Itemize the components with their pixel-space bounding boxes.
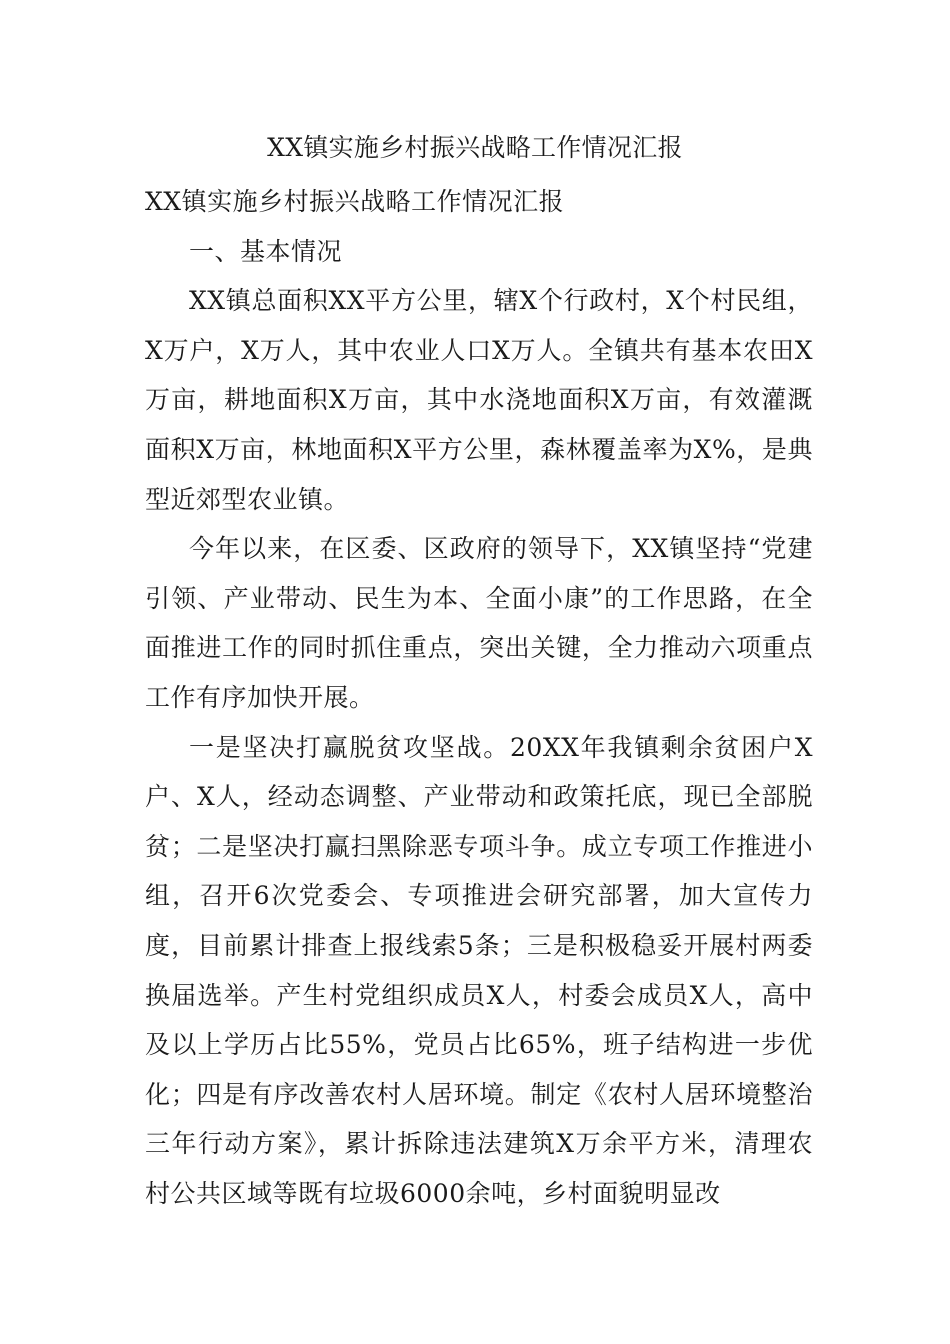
document-body (145, 177, 813, 1218)
document-title: XX镇实施乡村振兴战略工作情况汇报 (267, 133, 683, 162)
paragraph-key-tasks: 一是坚决打赢脱贫攻坚战。20XX年我镇剩余贫困户X户、X人，经动态调整、产业带动和政策托底，现已全部脱贫；二是坚决打赢扫黑除恶专项斗争。成立专项工作推进小组，召开6次党委会、专项推进会研究部署，加大宣传力度，目前累计排查上报线索5条；三是积极稳妥开展村两委换届选举。产生村党组织成员X人，村委会成员X人，高中及以上学历占比55%，党员占比65%，班子结构进一步优化；四是有序改善农村人居环境。制定《农村人居环境整治三年行动方案》，累计拆除违法建筑X万余平方米，清理农村公共区域等既有垃圾6000余吨，乡村面貌明显改 (145, 732, 813, 1208)
section-heading: 一、基本情况 (189, 236, 343, 266)
paragraph-basic-info: XX镇总面积XX平方公里，辖X个行政村，X个村民组，X万户，X万人，其中农业人口X万人。全镇共有基本农田X万亩，耕地面积X万亩，其中水浇地面积X万亩，有效灌溉面积X万亩，林地面积X平方公里，森林覆盖率为X%，是典型近郊型农业镇。 (145, 286, 813, 514)
paragraph-work-approach: 今年以来，在区委、区政府的领导下，XX镇坚持“党建引领、产业带动、民生为本、全面小康”的工作思路，在全面推进工作的同时抓住重点，突出关键，全力推动六项重点工作有序加快开展。 (145, 534, 813, 712)
document-subtitle: XX镇实施乡村振兴战略工作情况汇报 (145, 187, 565, 216)
